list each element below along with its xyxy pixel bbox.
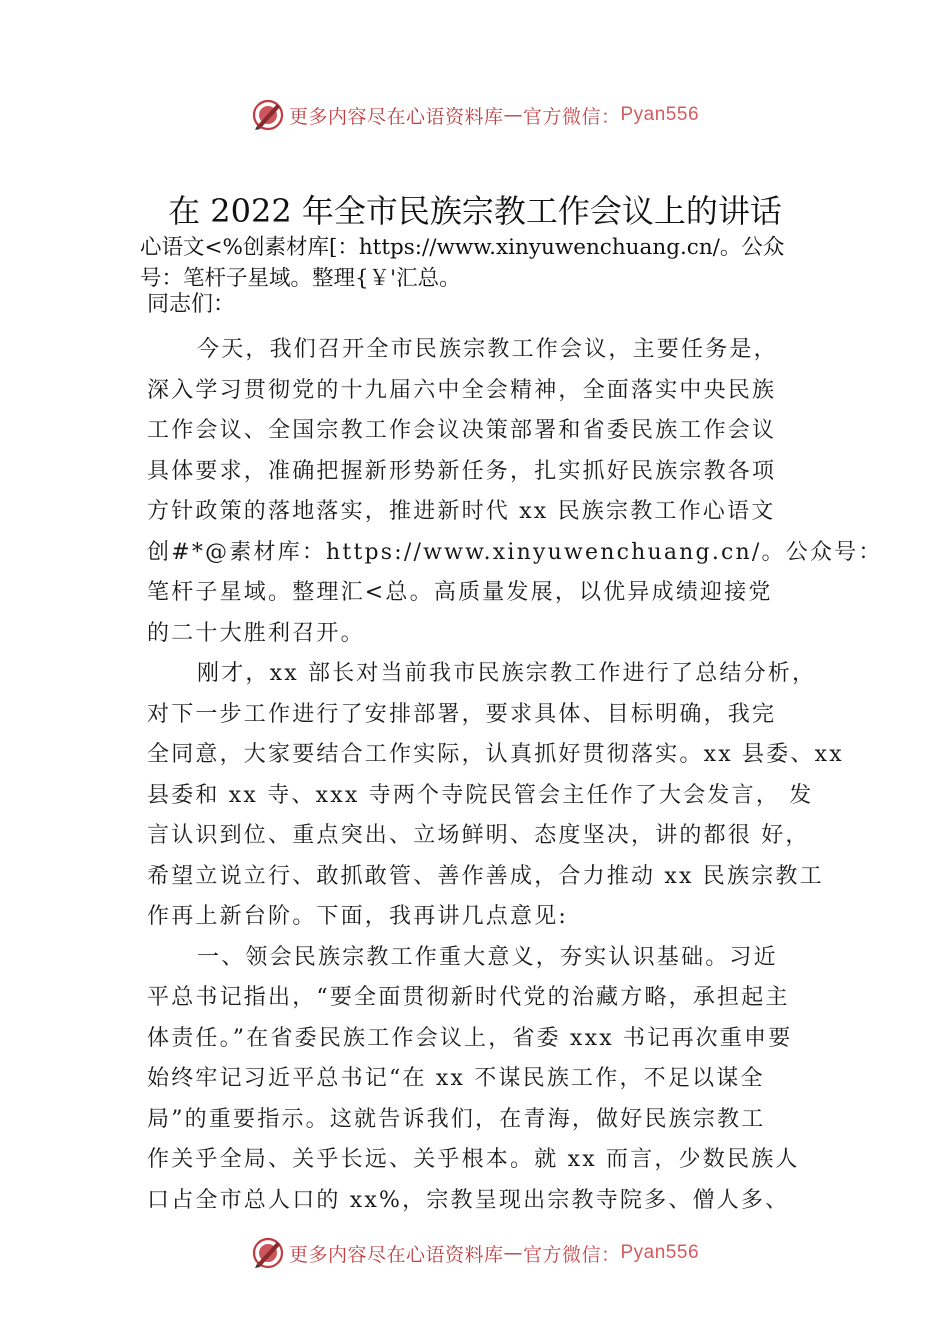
- paragraph-line: 一、领会民族宗教工作重大意义，夯实认识基础。习近: [197, 944, 778, 970]
- watermark-wechat-label: 官方微信：: [522, 105, 621, 128]
- paragraph-line: 创#*@素材库：https://www.xinyuwenchuang.cn/。公众号：: [147, 539, 883, 565]
- paragraph-line: 言认识到位、重点突出、立场鲜明、态度坚决，讲的都很 好，: [147, 823, 810, 848]
- paragraph-3: [147, 938, 827, 1222]
- pen-circle-logo-icon: [251, 1236, 285, 1270]
- paragraph-line: 口占全市总人口的 xx%，宗教呈现出宗教寺院多、僧人多、: [147, 1187, 790, 1213]
- paragraph-line: 希望立说立行、敢抓敢管、善作善成，合力推动 xx 民族宗教工: [147, 863, 824, 889]
- paragraph-line: 今天，我们召开全市民族宗教工作会议，主要任务是，: [197, 337, 778, 362]
- source-line: 号：笔杆子星域。整理{￥'汇总。: [140, 266, 461, 291]
- paragraph-line: 工作会议、全国宗教工作会议决策部署和省委民族工作会议: [147, 418, 777, 443]
- paragraph-line: 作关乎全局、关乎长远、关乎根本。就 xx 而言，少数民族人: [147, 1147, 800, 1172]
- paragraph-line: 始终牢记习近平总书记“在 xx 不谋民族工作，不足以谋全: [147, 1066, 765, 1091]
- source-notice: [140, 232, 840, 294]
- paragraph-line: 方针政策的落地落实，推进新时代 xx 民族宗教工作心语文: [147, 499, 776, 524]
- paragraph-line: 平总书记指出，“要全面贯彻新时代党的治藏方略，承担起主: [147, 985, 790, 1010]
- paragraph-line: 局”的重要指示。这就告诉我们，在青海，做好民族宗教工: [147, 1106, 766, 1132]
- watermark-brand: 更多内容尽在心语资料库: [288, 105, 504, 128]
- paragraph-line: 深入学习贯彻党的十九届六中全会精神，全面落实中央民族: [147, 377, 777, 403]
- paragraph-2: [147, 654, 844, 938]
- document-body: [147, 290, 883, 1221]
- document-title: 在 2022 年全市民族宗教工作会议上的讲话: [168, 192, 782, 230]
- paragraph-line: 对下一步工作进行了安排部署，要求具体、目标明确，我完: [147, 701, 777, 727]
- paragraph-line: 笔杆子星域。整理汇<总。高质量发展，以优异成绩迎接党: [147, 580, 773, 605]
- watermark-separator: —: [503, 104, 523, 126]
- paragraph-line: 县委和 xx 寺、xxx 寺两个寺院民管会主任作了大会发言， 发: [147, 782, 814, 808]
- watermark-wechat-label: 官方微信：: [522, 1243, 621, 1266]
- paragraph-line: 体责任。”在省委民族工作会议上，省委 xxx 书记再次重申要: [147, 1025, 793, 1051]
- watermark-header: [0, 95, 950, 135]
- greeting: 同志们：: [147, 292, 236, 317]
- pen-circle-logo-icon: [251, 98, 285, 132]
- watermark-separator: —: [503, 1242, 523, 1264]
- paragraph-line: 全同意，大家要结合工作实际，认真抓好贯彻落实。xx 县委、xx: [147, 742, 844, 767]
- paragraph-line: 刚才，xx 部长对当前我市民族宗教工作进行了总结分析，: [197, 661, 817, 686]
- paragraph-line: 作再上新台阶。下面，我再讲几点意见:: [147, 904, 569, 929]
- paragraph-line: 的二十大胜利召开。: [147, 620, 365, 646]
- paragraph-line: 具体要求，准确把握新形势新任务，扎实抓好民族宗教各项: [147, 458, 777, 484]
- watermark-wechat-id: Pyan556: [620, 104, 700, 125]
- source-line: 心语文<%创素材库[：https://www.xinyuwenchuang.cn/。公众: [140, 235, 785, 260]
- watermark-footer: [0, 1233, 950, 1273]
- watermark-wechat-id: Pyan556: [620, 1242, 700, 1263]
- paragraph-1: [147, 330, 883, 654]
- watermark-brand: 更多内容尽在心语资料库: [288, 1243, 504, 1266]
